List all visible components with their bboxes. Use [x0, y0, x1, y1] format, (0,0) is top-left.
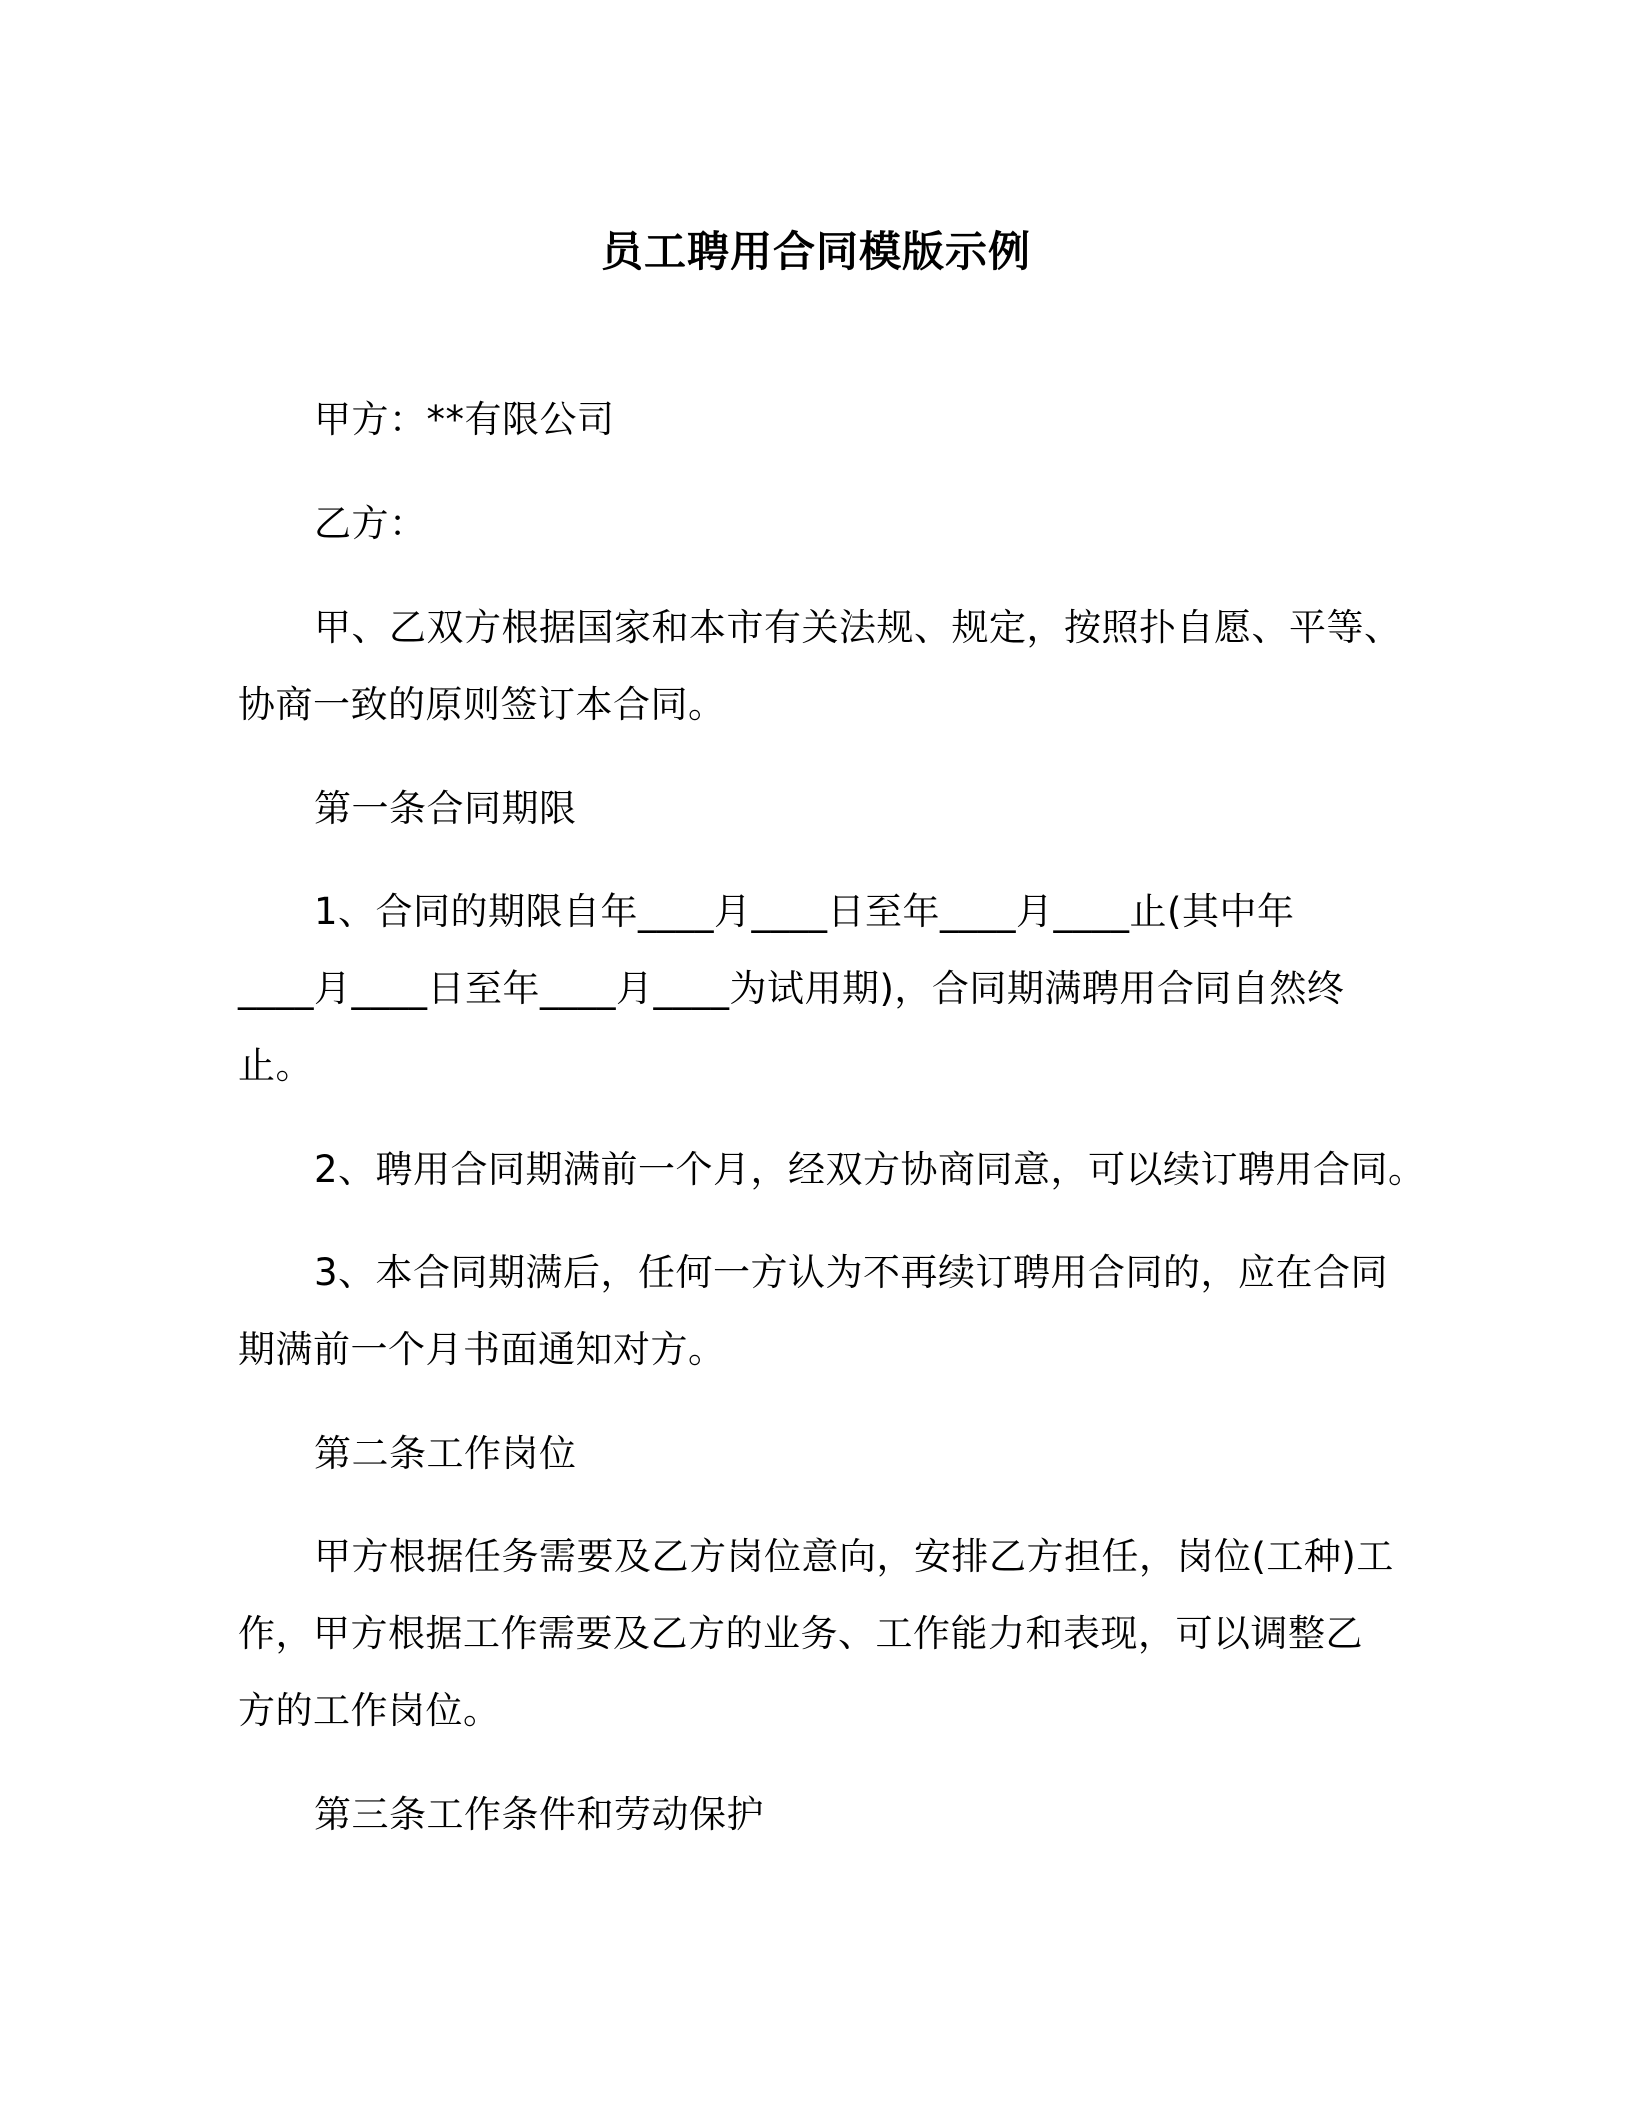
article-1-clause-2: 2、聘用合同期满前一个月，经双方协商同意，可以续订聘用合同。: [314, 1148, 1426, 1191]
article-1-clause-3-line-2: 期满前一个月书面通知对方。: [238, 1328, 726, 1371]
document-title: 员工聘用合同模版示例: [600, 227, 1031, 276]
party-a: 甲方：**有限公司: [314, 398, 615, 441]
article-1-clause-1-line-3: 止。: [238, 1044, 313, 1087]
article-1-heading: 第一条合同期限: [314, 787, 577, 830]
article-1-clause-1-line-1: 1、合同的期限自年____月____日至年____月____止(其中年: [314, 890, 1295, 933]
article-2-body-line-1: 甲方根据任务需要及乙方岗位意向，安排乙方担任，岗位(工种)工: [314, 1535, 1394, 1578]
preamble-line-2: 协商一致的原则签订本合同。: [238, 683, 726, 726]
article-1-clause-1-line-2: ____月____日至年____月____为试用期)，合同期满聘用合同自然终: [238, 967, 1345, 1010]
article-1-clause-3-line-1: 3、本合同期满后，任何一方认为不再续订聘用合同的，应在合同: [314, 1251, 1389, 1294]
article-3-heading: 第三条工作条件和劳动保护: [314, 1793, 764, 1836]
article-2-body-line-3: 方的工作岗位。: [238, 1689, 501, 1732]
preamble-line-1: 甲、乙双方根据国家和本市有关法规、规定，按照扑自愿、平等、: [314, 606, 1402, 649]
article-2-body-line-2: 作，甲方根据工作需要及乙方的业务、工作能力和表现，可以调整乙: [238, 1612, 1363, 1655]
party-b: 乙方：: [314, 502, 427, 545]
article-2-heading: 第二条工作岗位: [314, 1432, 577, 1475]
